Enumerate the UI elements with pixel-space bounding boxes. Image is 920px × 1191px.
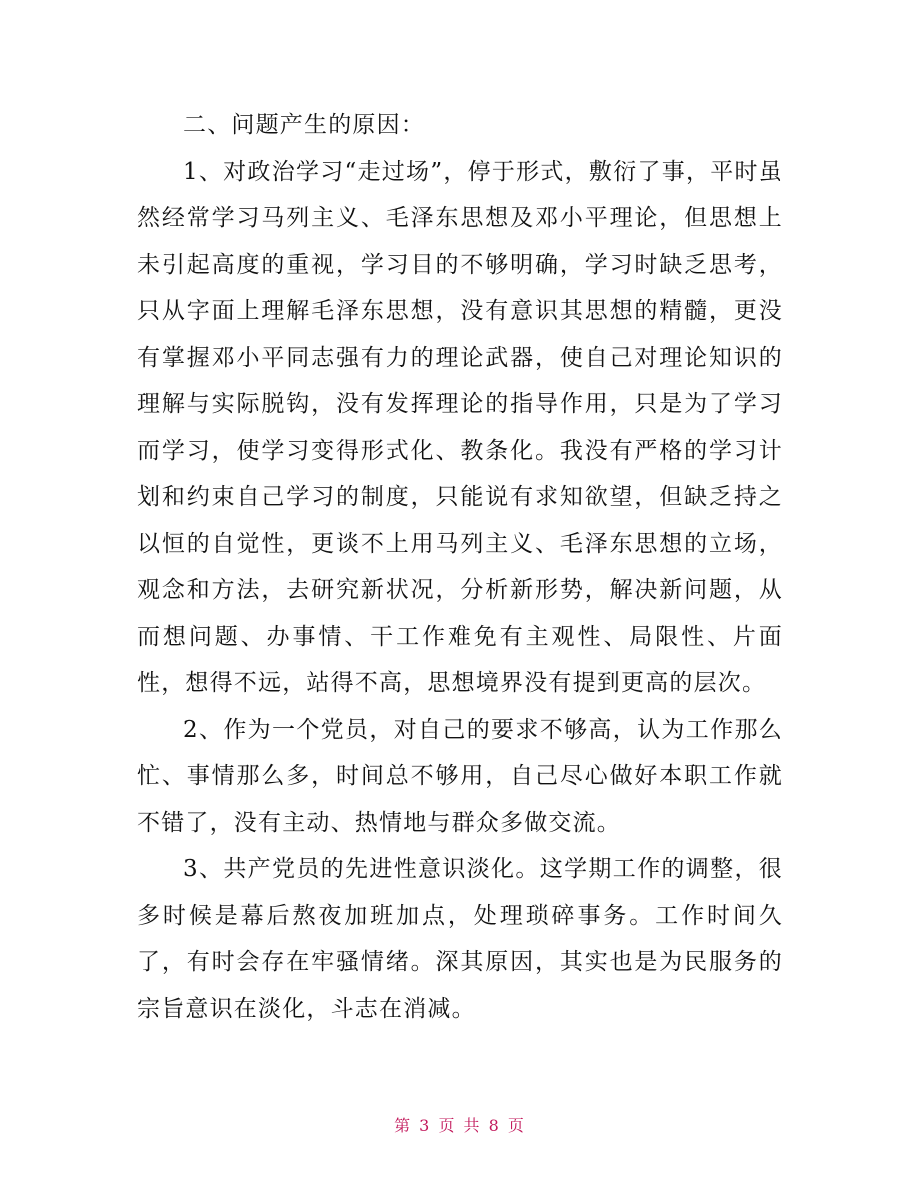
document-body [137,102,783,1032]
paragraph-2: 2、作为一个党员，对自己的要求不够高，认为工作那么忙、事情那么多，时间总不够用，自己尽心做好本职工作就不错了，没有主动、热情地与群众多做交流。 [137,716,783,836]
page-number-footer: 第 3 页 共 8 页 [394,1116,526,1135]
section-heading: 二、问题产生的原因： [183,112,425,138]
paragraph-3: 3、共产党员的先进性意识淡化。这学期工作的调整，很多时候是幕后熬夜加班加点，处理琐碎事务。工作时间久了，有时会存在牢骚情绪。深其原因，其实也是为民服务的宗旨意识在淡化，斗志在消减。 [137,856,783,1022]
paragraph-1: 1、对政治学习“走过场”，停于形式，敷衍了事，平时虽然经常学习马列主义、毛泽东思想及邓小平理论，但思想上未引起高度的重视，学习目的不够明确，学习时缺乏思考，只从字面上理解毛泽东思想，没有意识其思想的精髓，更没有掌握邓小平同志强有力的理论武器，使自己对理论知识的理解与实际脱钩，没有发挥理论的指导作用，只是为了学习而学习，使学习变得形式化、教条化。我没有严格的学习计划和约束自己学习的制度，只能说有求知欲望，但缺乏持之以恒的自觉性，更谈不上用马列主义、毛泽东思想的立场，观念和方法，去研究新状况，分析新形势，解决新问题，从而想问题、办事情、干工作难免有主观性、局限性、片面性，想得不远，站得不高，思想境界没有提到更高的层次。 [137,158,783,696]
